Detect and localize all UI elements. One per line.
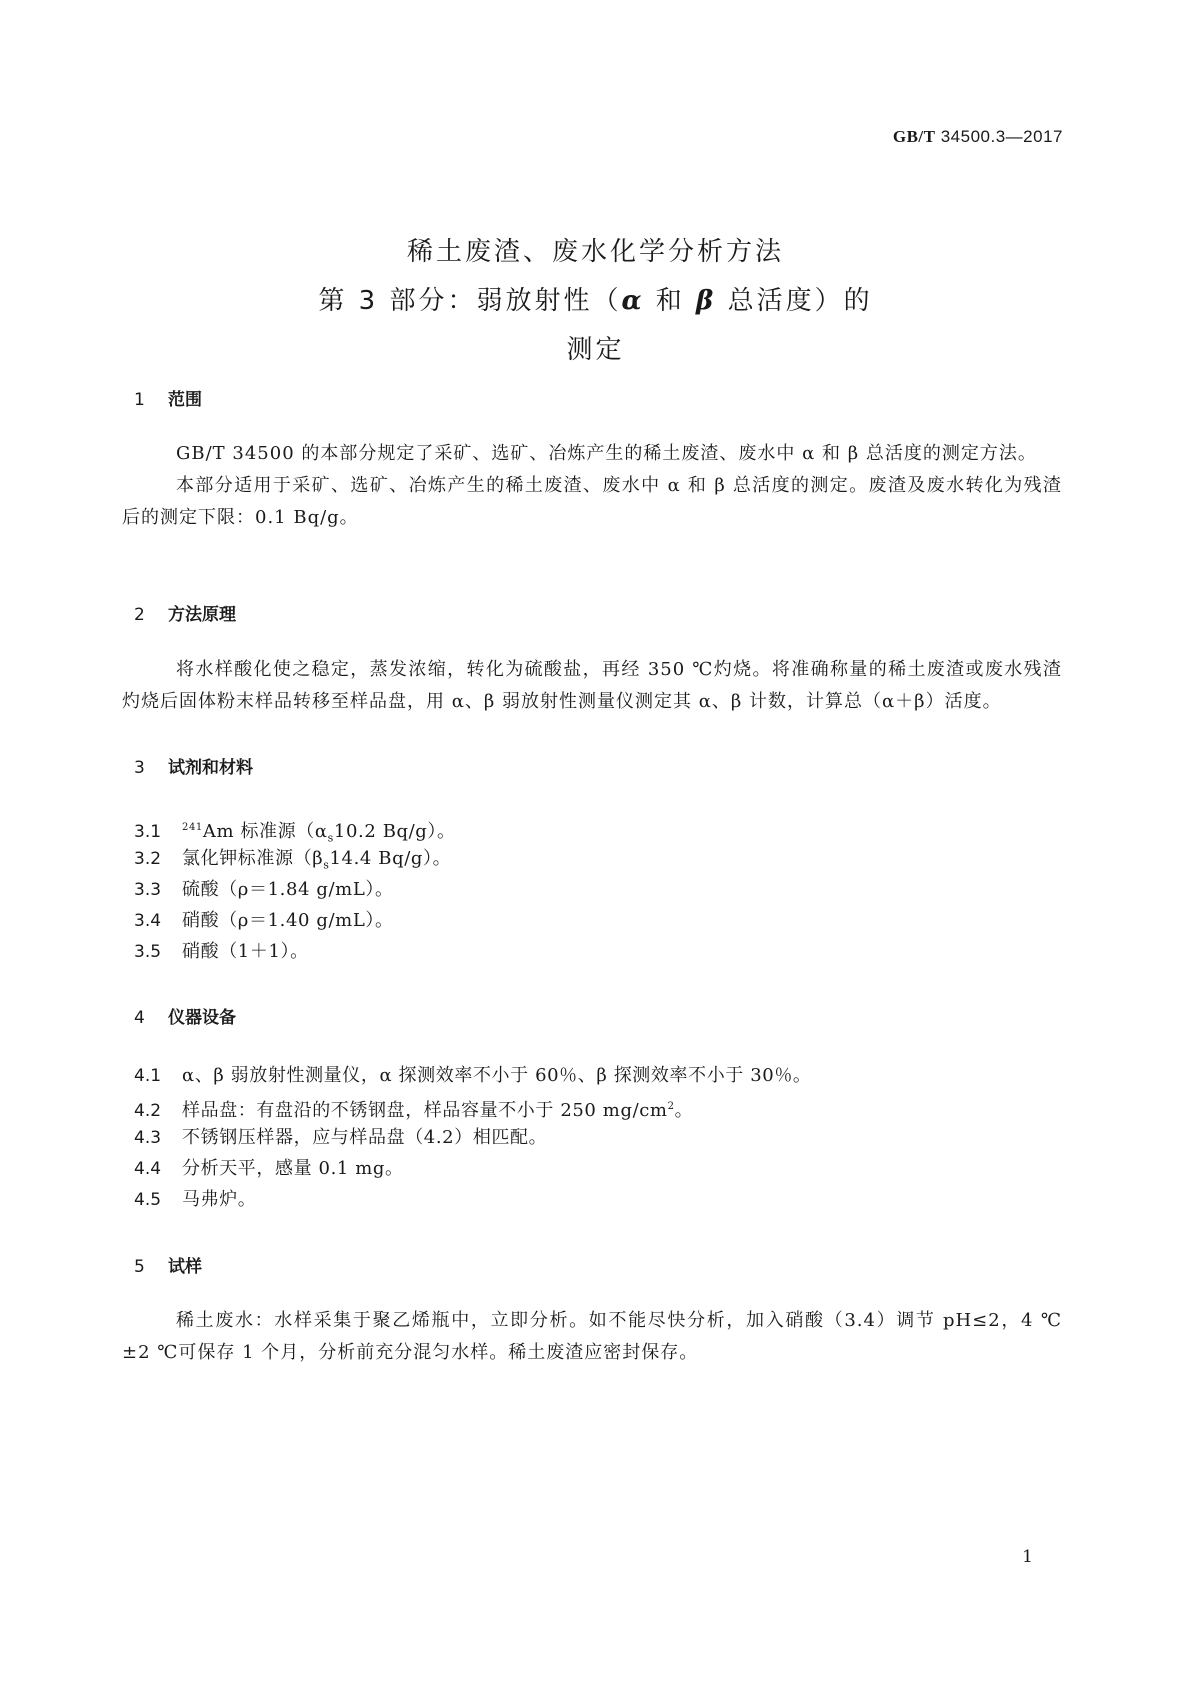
section-2-body: 将水样酸化使之稳定，蒸发浓缩，转化为硫酸盐，再经 350 ℃灼烧。将准确称量的稀土废渣或废水残渣灼烧后固体粉末样品转移至样品盘，用 α、β 弱放射性测量仪测定其 α、β 计数，计算总（α＋β）活度。 <box>122 659 1062 712</box>
section-1-heading: 1 范围 <box>134 390 202 410</box>
list-item: 4.2 样品盘：有盘沿的不锈钢盘，样品容量不小于 250 $mg/cm^2$。 <box>134 1100 694 1121</box>
section-1-body: GB/T 34500 的本部分规定了采矿、选矿、冶炼产生的稀土废渣、废水中 α 和 β 总活度的测定方法。 本部分适用于采矿、选矿、冶炼产生的稀土废渣、废水中 α 和 β 总活度的测定。废渣及废水转化为残渣后的测定下限：0.1 Bq/g。 <box>122 443 1062 528</box>
title-line-3: 测定 <box>566 335 625 365</box>
page-number: 1 <box>1022 1547 1033 1567</box>
document-title <box>0 228 1191 375</box>
section-5-body: 稀土废水：水样采集于聚乙烯瓶中，立即分析。如不能尽快分析，加入硝酸（3.4）调节 pH≤2，4 ℃±2 ℃可保存 1 个月，分析前充分混匀水样。稀土废渣应密封保存。 <box>122 1310 1062 1363</box>
standard-number: GB/T 34500.3—2017 <box>892 127 1063 146</box>
list-item: 4.1 α、β 弱放射性测量仪，α 探测效率不小于 60％、β 探测效率不小于 30％。 <box>134 1065 812 1086</box>
list-item: 4.5 马弗炉。 <box>134 1189 257 1210</box>
section-4-heading: 4 仪器设备 <box>134 1008 236 1028</box>
list-item: 3.4 硝酸（ρ＝1.40 g/mL）。 <box>134 910 394 931</box>
title-line-1: 稀土废渣、废水化学分析方法 <box>406 237 784 267</box>
list-item: 3.1 $^{241}$Am 标准源（$\alpha_s10.2$ Bq/g）。 <box>134 821 456 845</box>
list-item: 4.3 不锈钢压样器，应与样品盘（4.2）相匹配。 <box>134 1127 548 1148</box>
list-item: 3.5 硝酸（1＋1）。 <box>134 941 309 962</box>
section-5-heading: 5 试样 <box>134 1257 202 1277</box>
section-3-heading: 3 试剂和材料 <box>134 758 253 778</box>
section-2-heading: 2 方法原理 <box>134 605 236 625</box>
title-line-2: 第 3 部分：弱放射性（α 和 β 总活度）的 <box>318 286 873 316</box>
list-item: 3.2 氯化钾标准源（$\beta_s14.4$ Bq/g）。 <box>134 848 452 872</box>
list-item: 4.4 分析天平，感量 0.1 mg。 <box>134 1158 404 1179</box>
list-item: 3.3 硫酸（ρ＝1.84 g/mL）。 <box>134 879 394 900</box>
